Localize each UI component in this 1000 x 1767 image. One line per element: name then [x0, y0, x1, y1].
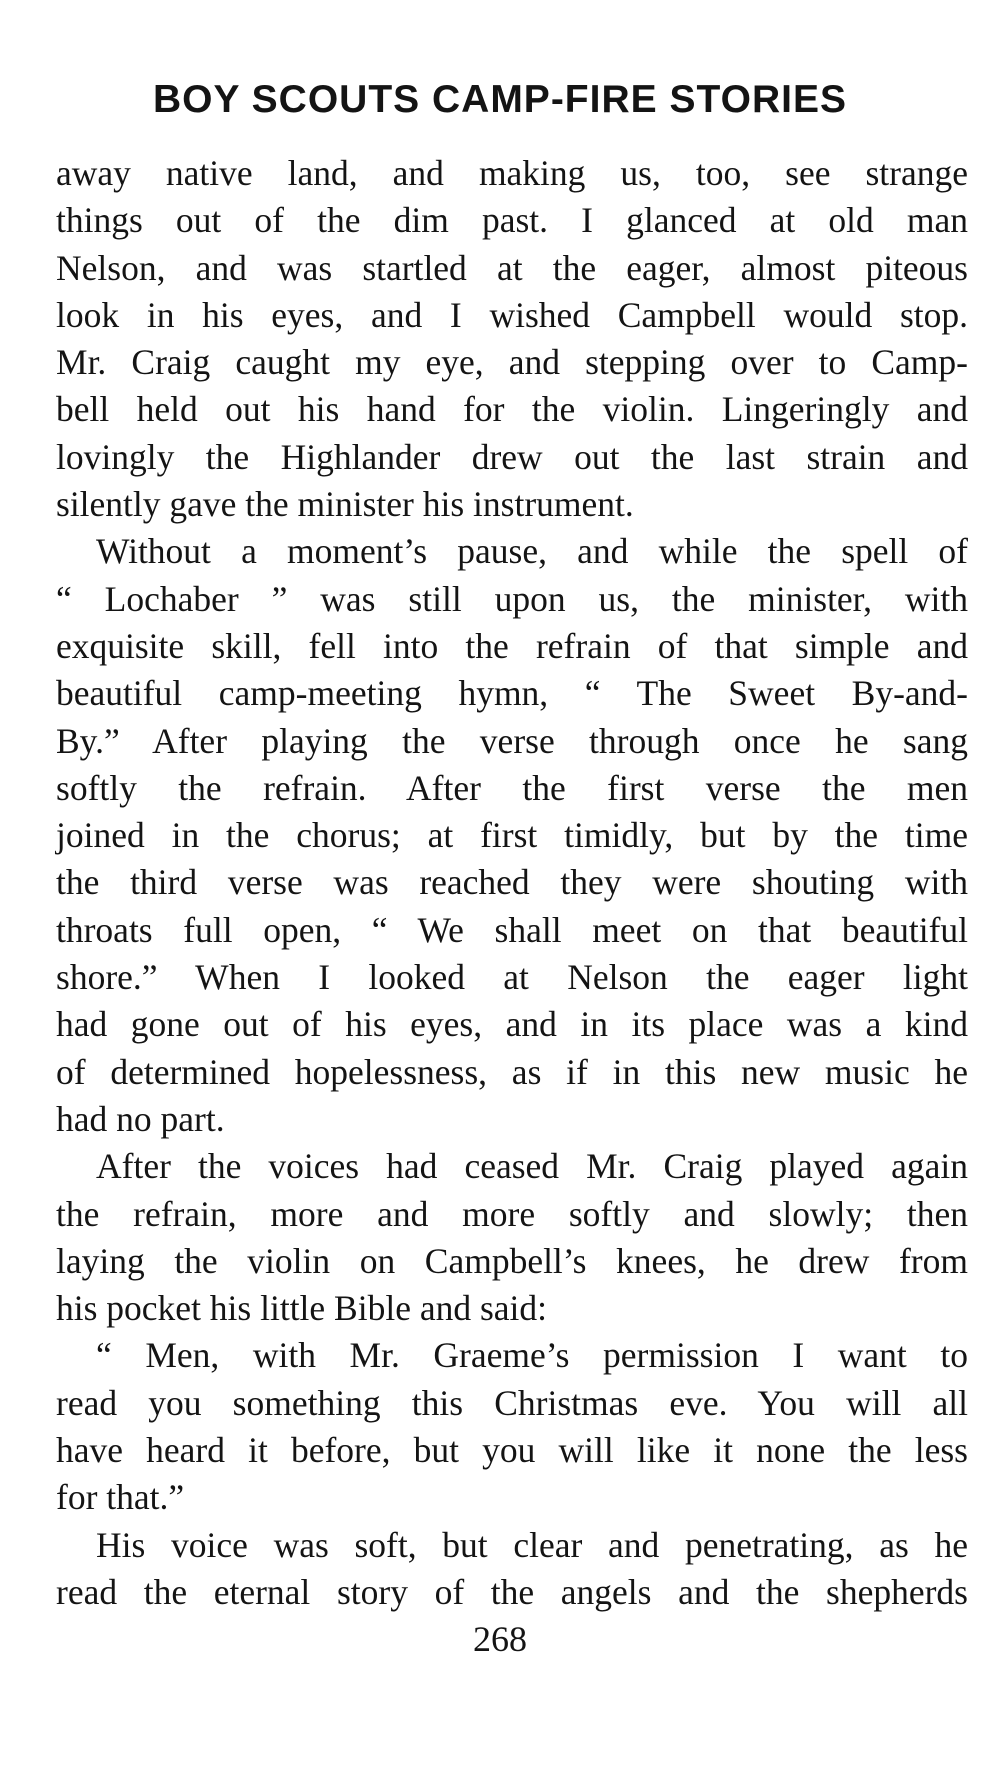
page-number: 268	[473, 1619, 527, 1659]
text-line: read you something this Christmas eve. You will all	[56, 1382, 968, 1423]
text-line: “ Lochaber ” was still upon us, the minister, with	[56, 578, 968, 619]
running-head: BOY SCOUTS CAMP-FIRE STORIES	[153, 78, 847, 121]
text-line: Mr. Craig caught my eye, and stepping over to Camp-	[56, 342, 968, 383]
text-line: lovingly the Highlander drew out the last strain and	[56, 436, 968, 477]
text-line: throats full open, “ We shall meet on that beautiful	[56, 909, 968, 950]
text-line: silently gave the minister his instrument.	[56, 484, 634, 525]
text-line: away native land, and making us, too, see strange	[56, 153, 968, 193]
text-line: for that.”	[56, 1477, 185, 1518]
text-line: Nelson, and was startled at the eager, almost piteous	[56, 247, 968, 288]
text-line: read the eternal story of the angels and the shepherds	[56, 1571, 968, 1612]
text-line: Without a moment’s pause, and while the spell of	[96, 531, 968, 572]
text-line: laying the violin on Campbell’s knees, he drew from	[56, 1240, 968, 1281]
text-line: had gone out of his eyes, and in its place was a kind	[56, 1004, 968, 1045]
text-line: the refrain, more and more softly and slowly; then	[56, 1193, 968, 1234]
text-line: look in his eyes, and I wished Campbell would stop.	[56, 294, 968, 335]
text-line: By.” After playing the verse through once he sang	[56, 720, 968, 761]
body-text	[56, 150, 968, 1616]
text-line: exquisite skill, fell into the refrain of that simple and	[56, 625, 968, 666]
text-line: joined in the chorus; at first timidly, but by the time	[56, 815, 968, 856]
text-line: things out of the dim past. I glanced at old man	[56, 200, 968, 241]
text-line: the third verse was reached they were shouting with	[56, 862, 968, 903]
text-line: beautiful camp-meeting hymn, “ The Sweet By-and-	[56, 673, 968, 714]
text-line: His voice was soft, but clear and penetrating, as he	[96, 1524, 968, 1565]
text-line: softly the refrain. After the first verse the men	[56, 767, 968, 808]
text-line: shore.” When I looked at Nelson the eager light	[56, 957, 968, 998]
text-line: had no part.	[56, 1098, 225, 1139]
text-line: of determined hopelessness, as if in this new music he	[56, 1051, 968, 1092]
text-line: have heard it before, but you will like it none the less	[56, 1430, 968, 1471]
text-line: “ Men, with Mr. Graeme’s permission I want to	[96, 1335, 968, 1376]
text-line: bell held out his hand for the violin. Lingeringly and	[56, 389, 968, 430]
text-line: his pocket his little Bible and said:	[56, 1288, 548, 1329]
text-line: After the voices had ceased Mr. Craig played again	[96, 1146, 968, 1187]
